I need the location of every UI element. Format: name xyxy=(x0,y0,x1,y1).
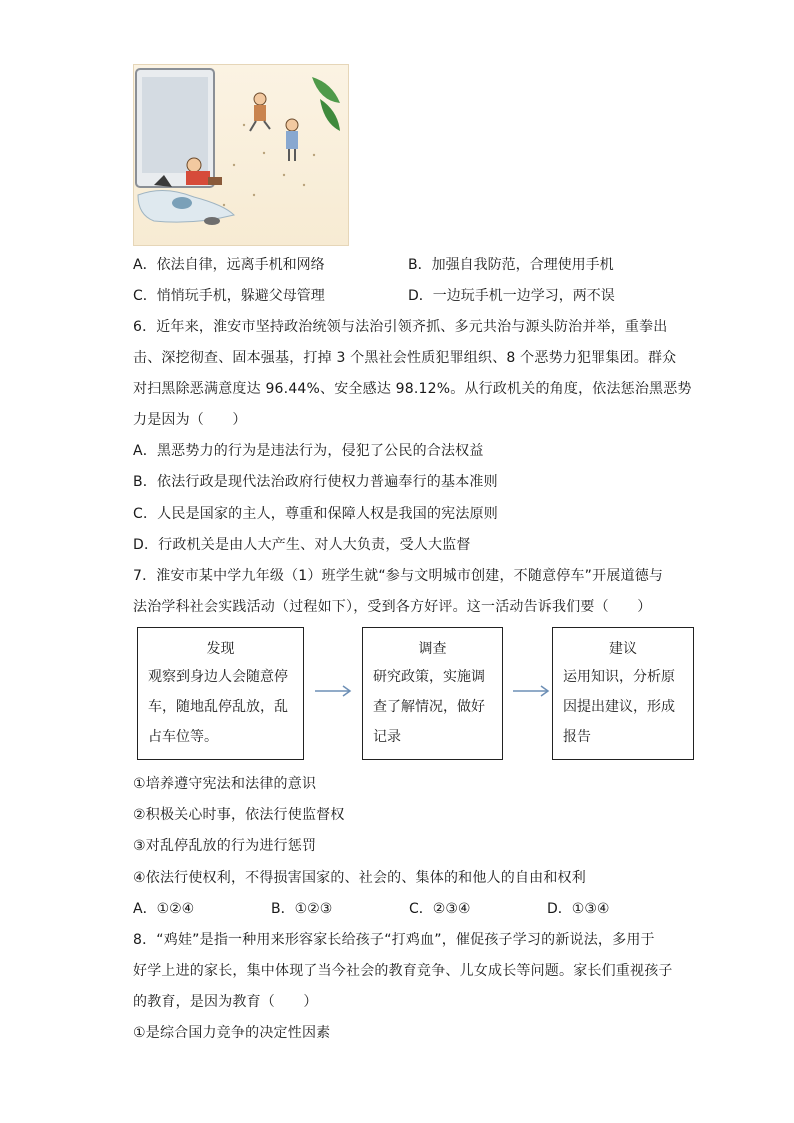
q7-option-d: D．①③④ xyxy=(547,901,610,917)
q6-stem-line-1: 6．近年来，淮安市坚持政治统领与法治引领齐抓、多元共治与源头防治并举，重拳出 xyxy=(133,319,668,335)
q7-stem-line-1: 7．淮安市某中学九年级（1）班学生就“参与文明城市创建，不随意停车”开展道德与 xyxy=(133,568,664,584)
q5-option-b: B．加强自我防范，合理使用手机 xyxy=(408,257,614,273)
q6-option-c: C．人民是国家的主人，尊重和保障人权是我国的宪法原则 xyxy=(133,506,498,522)
q7-item-2: ②积极关心时事，依法行使监督权 xyxy=(133,807,345,823)
question-illustration xyxy=(133,64,349,246)
q8-stem-line-3: 的教育，是因为教育（ ） xyxy=(133,994,318,1010)
q7-option-a: A．①②④ xyxy=(133,901,195,917)
q6-stem-line-4: 力是因为（ ） xyxy=(133,412,247,428)
flow-box-title: 建议 xyxy=(609,641,637,657)
flow-box-body: 观察到身边人会随意停车，随地乱停乱放，乱占车位等。 xyxy=(148,669,288,745)
flow-box-body: 运用知识，分析原因提出建议，形成报告 xyxy=(563,669,675,745)
q5-option-a: A．依法自律，远离手机和网络 xyxy=(133,257,325,273)
q6-stem-line-3: 对扫黑除恶满意度达 96.44%、安全感达 98.12%。从行政机关的角度，依法惩治黑恶势 xyxy=(133,381,692,397)
q8-stem-line-2: 好学上进的家长，集中体现了当今社会的教育竞争、儿女成长等问题。家长们重视孩子 xyxy=(133,963,673,979)
q7-option-c: C．②③④ xyxy=(409,901,471,917)
flow-box-discover xyxy=(137,627,304,760)
q6-stem-line-2: 击、深挖彻查、固本强基，打掉 3 个黑社会性质犯罪组织、8 个恶势力犯罪集团。群众 xyxy=(133,350,677,366)
q6-option-b: B．依法行政是现代法治政府行使权力普遍奉行的基本准则 xyxy=(133,474,498,490)
q8-stem-line-1: 8．“鸡娃”是指一种用来形容家长给孩子“打鸡血”，催促孩子学习的新说法，多用于 xyxy=(133,932,655,948)
flow-arrow-icon xyxy=(511,684,551,698)
flow-box-title: 发现 xyxy=(206,641,235,657)
q5-option-c: C．悄悄玩手机，躲避父母管理 xyxy=(133,288,325,304)
q5-option-d: D．一边玩手机一边学习，两不误 xyxy=(408,288,615,304)
q8-item-1: ①是综合国力竞争的决定性因素 xyxy=(133,1025,331,1041)
q7-stem-line-2: 法治学科社会实践活动（过程如下），受到各方好评。这一活动告诉我们要（ ） xyxy=(133,599,652,615)
q7-item-1: ①培养遵守宪法和法律的意识 xyxy=(133,776,317,792)
flow-box-title: 调查 xyxy=(418,641,447,657)
q6-option-a: A．黑恶势力的行为是违法行为，侵犯了公民的合法权益 xyxy=(133,443,484,459)
phone-accident-cartoon xyxy=(134,65,348,245)
flow-box-suggest xyxy=(552,627,694,760)
q6-option-d: D．行政机关是由人大产生、对人大负责，受人大监督 xyxy=(133,537,471,553)
flow-box-body: 研究政策，实施调查了解情况，做好记录 xyxy=(373,669,485,745)
flow-arrow-icon xyxy=(313,684,353,698)
q7-option-b: B．①②③ xyxy=(271,901,333,917)
q7-item-4: ④依法行使权利，不得损害国家的、社会的、集体的和他人的自由和权利 xyxy=(133,870,586,886)
flow-box-investigate xyxy=(362,627,503,760)
q7-item-3: ③对乱停乱放的行为进行惩罚 xyxy=(133,838,317,854)
